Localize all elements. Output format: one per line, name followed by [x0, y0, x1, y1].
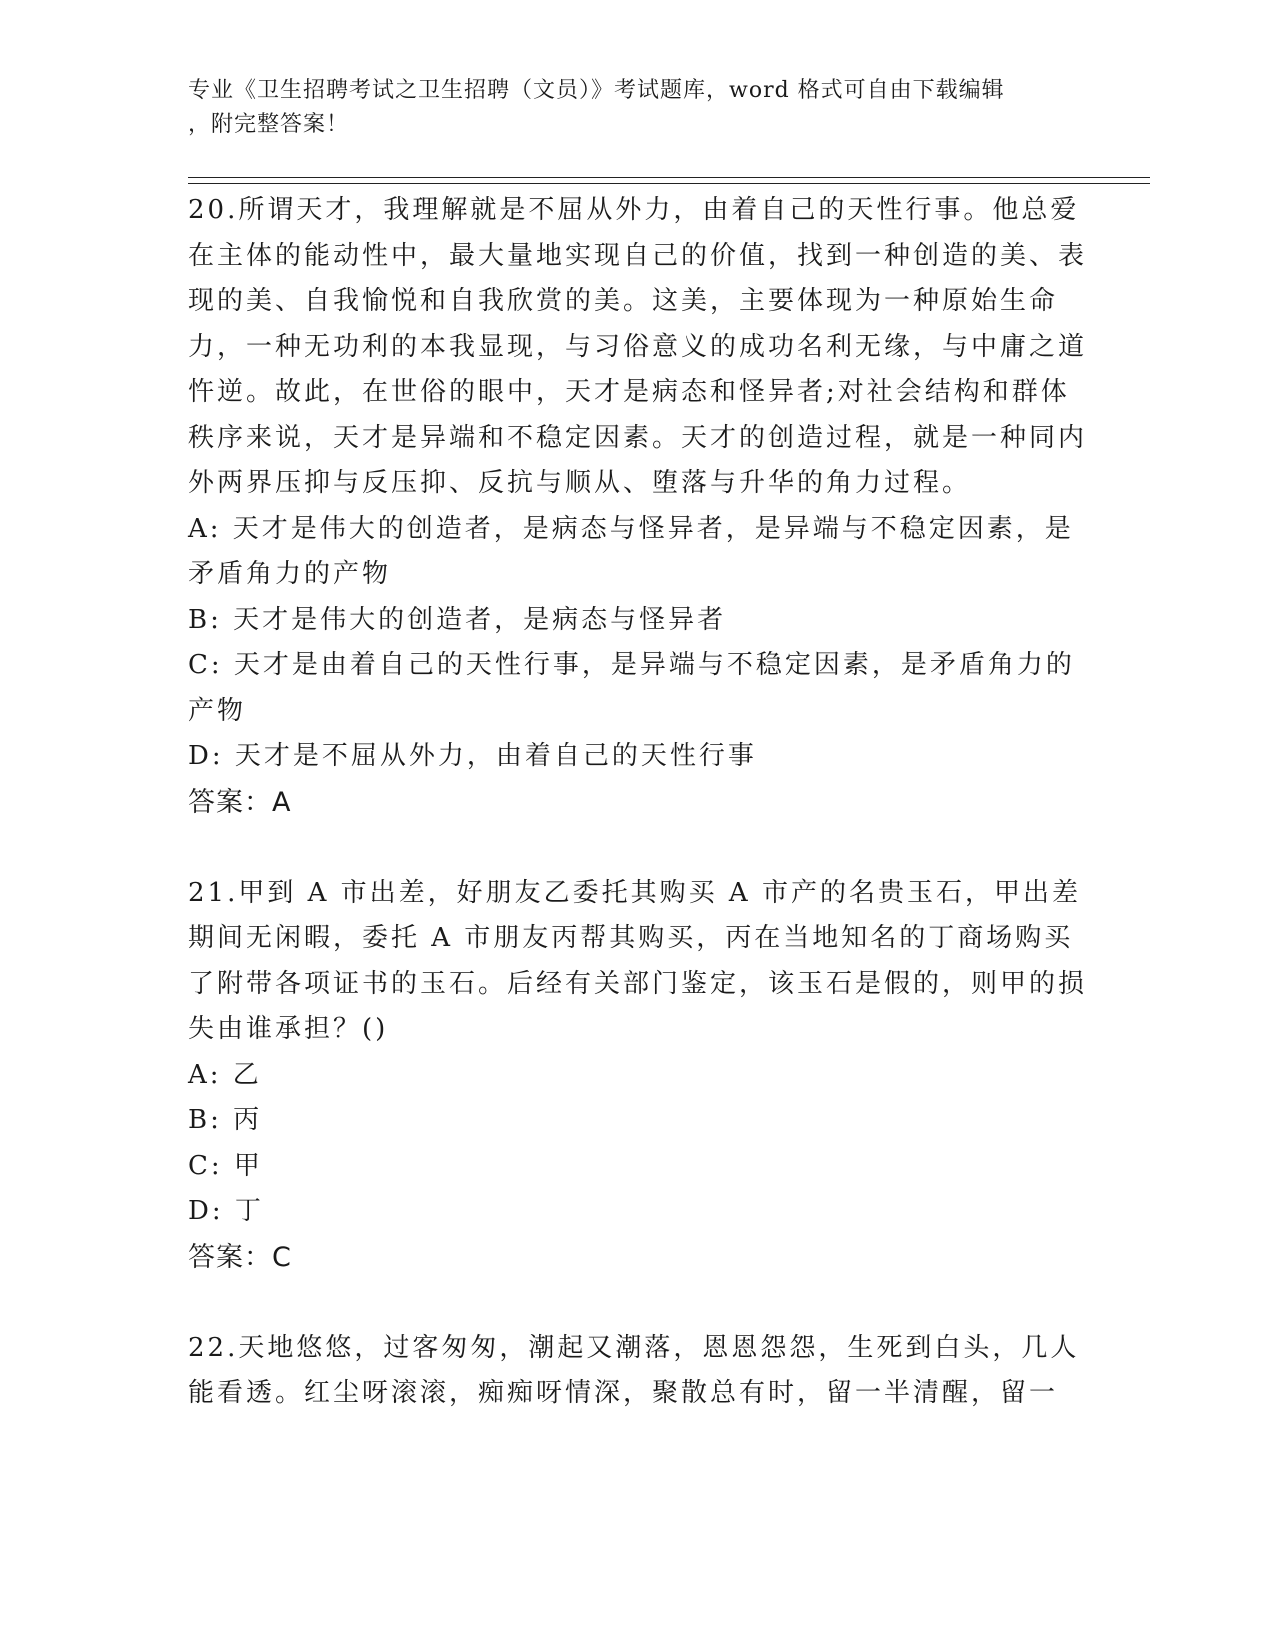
question-text: 20.所谓天才，我理解就是不屈从外力，由着自己的天性行事。他总爱在主体的能动性中，最大量地实现自己的价值，找到一种创造的美、表现的美、自我愉悦和自我欣赏的美。这美，主要体现为一种原始生命力，一种无功利的本我显现，与习俗意义的成功名利无缘，与中庸之道忤逆。故此，在世俗的眼中，天才是病态和怪异者;对社会结构和群体秩序来说，天才是异端和不稳定因素。天才的创造过程，就是一种同内外两界压抑与反压抑、反抗与顺从、堕落与升华的角力过程。	[188, 195, 1088, 498]
question-text: 21.甲到 A 市出差，好朋友乙委托其购买 A 市产的名贵玉石，甲出差期间无闲暇，委托 A 市朋友丙帮其购买，丙在当地知名的丁商场购买了附带各项证书的玉石。后经有关部门鉴定，该玉石是假的，则甲的损失由谁承担？()	[188, 877, 1088, 1044]
option-c: C: 天才是由着自己的天性行事，是异端与不稳定因素，是矛盾角力的产物	[188, 650, 1075, 726]
question-list	[188, 188, 1088, 1417]
answer-text: 答案：A	[188, 786, 292, 818]
question-spacer	[188, 825, 1088, 871]
option-a: A: 天才是伟大的创造者，是病态与怪异者，是异端与不稳定因素，是矛盾角力的产物	[188, 513, 1074, 589]
option-d: D: 丁	[188, 1196, 264, 1226]
header-divider-top	[188, 177, 1150, 178]
header-divider-bottom	[188, 183, 1150, 184]
option-b: B: 丙	[188, 1105, 263, 1135]
question-20	[188, 188, 1088, 825]
question-21	[188, 871, 1088, 1281]
option-d: D: 天才是不屈从外力，由着自己的天性行事	[188, 741, 757, 771]
question-spacer	[188, 1280, 1088, 1326]
answer-text: 答案：C	[188, 1241, 292, 1273]
option-b: B: 天才是伟大的创造者，是病态与怪异者	[188, 604, 727, 635]
option-a: A: 乙	[188, 1059, 262, 1090]
question-text: 22.天地悠悠，过客匆匆，潮起又潮落，恩恩怨怨，生死到白头，几人能看透。红尘呀滚滚，痴痴呀情深，聚散总有时，留一半清醒，留一	[188, 1332, 1080, 1408]
document-header	[188, 74, 1068, 142]
option-c: C: 甲	[188, 1150, 263, 1181]
question-22	[188, 1326, 1088, 1417]
header-line-1: 专业《卫生招聘考试之卫生招聘（文员）》考试题库，word 格式可自由下载编辑	[188, 78, 1005, 103]
header-line-2: ，附完整答案！	[188, 112, 350, 137]
